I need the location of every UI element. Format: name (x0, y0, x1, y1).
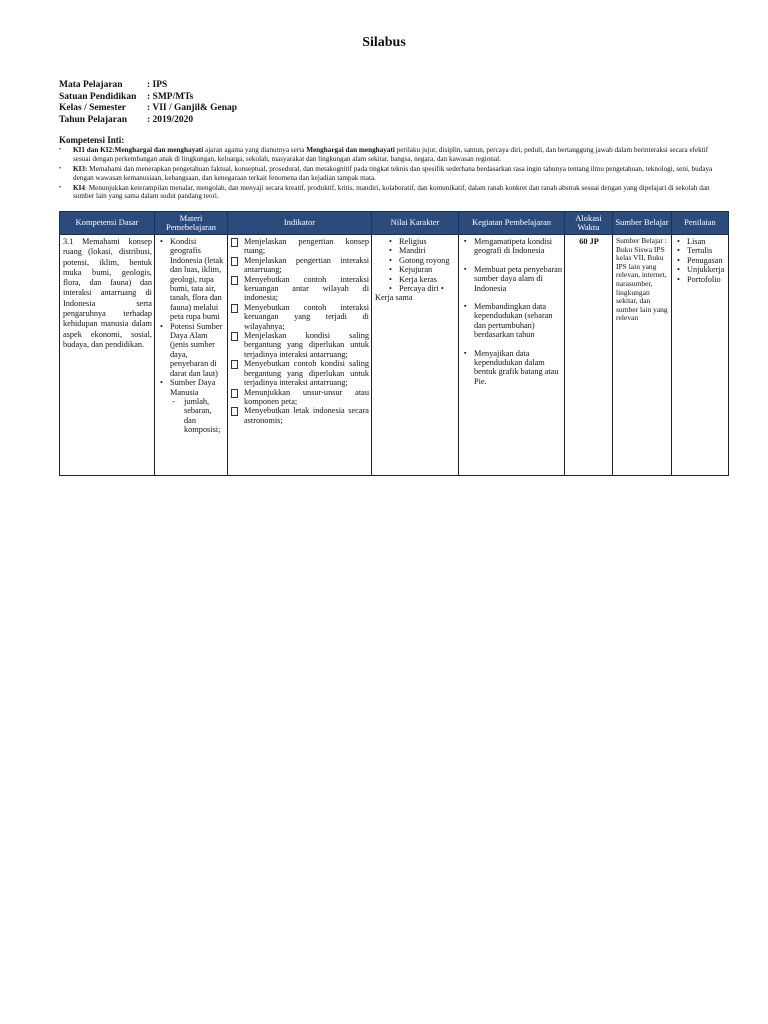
meta-row (59, 80, 237, 92)
cell-nilai-karakter (372, 235, 459, 476)
ki-body: : Menunjukkan keterampilan menalar, mengolah, dan menyaji secara kreatif, produktif, kritis, mandiri, kolaboratif, dan komunikatif, dalam ranah konkret dan ranah abstrak sesuai dengan yang dipelajari di sekolah dan sumber lain yang sama dalam sudut pandang teori. (73, 183, 710, 201)
meta-value: : SMP/MTs (147, 91, 194, 102)
cell-indikator (228, 235, 372, 476)
meta-value: : 2019/2020 (147, 114, 194, 125)
ki-text (73, 146, 727, 164)
ki-item (59, 184, 727, 202)
cell-sumber-belajar: Sumber Belajar : Buku Siswa IPS kelas VII, Buku IPS lain yang relevan, internet, narasumber, lingkungan sekitar, dan sumber lain yang relevan (613, 235, 672, 476)
list-item: • Unjukkerja (675, 265, 726, 274)
header-nilai-karakter: Nilai Karakter (372, 212, 459, 235)
materi-list (158, 237, 225, 397)
list-item: Menjelaskan pengertian interaksi antarruang; (231, 256, 369, 275)
meta-row (59, 103, 237, 115)
nilai-list (375, 237, 456, 293)
ki-bold: Menghargai dan menghayati (306, 145, 395, 154)
list-item: Menjelaskan pengertian konsep ruang; (231, 237, 369, 256)
list-item: • Percaya diri • (387, 284, 456, 293)
cell-kompetensi-dasar: 3.1 Memahami konsep ruang (lokasi, distribusi, potensi, iklim, bentuk muka bumi, geologis, flora, dan fauna) dan interaksi antarruang di Indonesia serta pengaruhnya terhadap kehidupan manusia dalam aspek ekonomi, sosial, budaya, dan pendidikan. (60, 235, 155, 476)
subject-info (59, 80, 237, 126)
cell-alokasi-waktu: 60 JP (565, 235, 613, 476)
meta-label: Tahun Pelajaran (59, 114, 128, 125)
ki-item (59, 165, 727, 183)
list-item: • Sumber Daya Manusia (158, 378, 225, 397)
table-row (60, 235, 729, 476)
header-indikator: Indikator (228, 212, 372, 235)
meta-label: Kelas / Semester (59, 103, 127, 114)
cell-materi (155, 235, 228, 476)
list-item: • Tertulis (675, 246, 726, 255)
meta-row (59, 92, 237, 104)
indikator-list (231, 237, 369, 425)
list-item: • Religius (387, 237, 456, 246)
kompetensi-inti (59, 136, 727, 202)
meta-value: : VII / Ganjil& Genap (147, 103, 238, 114)
list-item: ▪ Menyajikan data kependudukan dalam bentuk grafik batang atau Pie. (462, 349, 562, 387)
list-item: • Penugasan (675, 256, 726, 265)
header-kegiatan: Kegiatan Pembelajaran (459, 212, 565, 235)
list-item: • Portofolio (675, 275, 726, 284)
table-header-row (60, 212, 729, 235)
list-item: • Gotong royong (387, 256, 456, 265)
list-item: • Kondisi geografis Indonesia (letak dan luas, iklim, geologi, rupa bumi, tata air, tanah, flora dan fauna) melalui peta rupa bumi (158, 237, 225, 322)
list-item: • Kejujuran (387, 265, 456, 274)
bullet-icon: • (59, 146, 62, 153)
ki-text (73, 165, 727, 183)
bullet-icon: • (59, 184, 62, 191)
ki-body: perilaku jujur, disiplin, santun, percaya diri, peduli, dan bertanggung jawab dalam berinteraksi secara efektif sesuai dengan perkembangan anak di lingkungan, keluarga, sekolah, masyarakat dan lingkungan alam sekitar, bangsa, negara, dan kawasan regional. (73, 145, 709, 163)
cell-penilaian (672, 235, 729, 476)
ki-bold: KI3: (73, 164, 88, 173)
header-penilaian: Penilaian (672, 212, 729, 235)
ki-bold: KI1 dan KI2:Menghargai dan menghayati (73, 145, 204, 154)
list-item: • Lisan (675, 237, 726, 246)
list-item: Menjelaskan kondisi saling bergantung yang diperlukan untuk terjadinya interaksi antarruang; (231, 331, 369, 359)
penilaian-list (675, 237, 726, 284)
list-item: ▪ Membandingkan data kependudukan (sebaran dan pertumbuhan) berdasarkan tahun (462, 302, 562, 340)
nilai-tail: Kerja sama (375, 293, 413, 303)
bullet-icon: • (59, 165, 62, 172)
page-title: Silabus (362, 35, 406, 50)
ki-body: Memahami dan menerapkan pengetahuan faktual, konseptual, prosedural, dan metakognitif pada tingkat teknis dan spesifik sederhana berdasarkan rasa ingin tahunya tentang ilmu pengetahuan, teknologi, seni, budaya dengan wawasan kemanusiaan, kebangsaan, dan kenegaraan terkait fenomena dan kejadian tampak mata. (73, 164, 713, 182)
list-item: Menyebutkan contoh interaksi keruangan yang terjadi di wilayahnya; (231, 303, 369, 331)
header-kompetensi-dasar: Kompetensi Dasar (60, 212, 155, 235)
list-item: • Potensi Sumber Daya Alam (jenis sumber daya, penyebaran di darat dan laut) (158, 322, 225, 378)
meta-value: : IPS (147, 80, 168, 90)
header-sumber-belajar: Sumber Belajar (613, 212, 672, 235)
list-item: Menyebutkan letak indonesia secara astronomis; (231, 406, 369, 425)
ki-bold: KI4 (73, 183, 85, 192)
list-item: • Kerja keras (387, 275, 456, 284)
cell-kegiatan (459, 235, 565, 476)
list-item: ▪ Membuat peta penyebaran sumber daya alam di Indonesia (462, 265, 562, 293)
list-item: - jumlah, sebaran, dan komposisi; (170, 397, 225, 435)
meta-label: Mata Pelajaran (59, 80, 123, 90)
kegiatan-list (462, 237, 562, 386)
list-item: Menyebutkan contoh interaksi keruangan antar wilayah di indonesia; (231, 275, 369, 303)
list-item: ▪ Mengamatipeta kondisi geografi di Indonesia (462, 237, 562, 256)
list-item: Menunjukkan unsur-unsur atau komponen peta; (231, 388, 369, 407)
header-materi: Materi Pemebelajaran (155, 212, 228, 235)
ki-body: ajaran agama yang dianutnya serta (203, 145, 307, 154)
ki-item (59, 146, 727, 164)
meta-row (59, 115, 237, 127)
ki-heading: Kompetensi Inti: (59, 135, 125, 145)
header-alokasi-waktu: Alokasi Waktu (565, 212, 613, 235)
syllabus-table (59, 211, 729, 476)
ki-text (73, 184, 727, 202)
materi-sub-list (158, 397, 225, 435)
list-item: • Mandiri (387, 246, 456, 255)
meta-label: Satuan Pendidikan (59, 91, 137, 102)
list-item: Menyebutkan contoh kondisi saling bergantung yang diperlukan untuk terjadinya interaksi antarruang; (231, 359, 369, 387)
